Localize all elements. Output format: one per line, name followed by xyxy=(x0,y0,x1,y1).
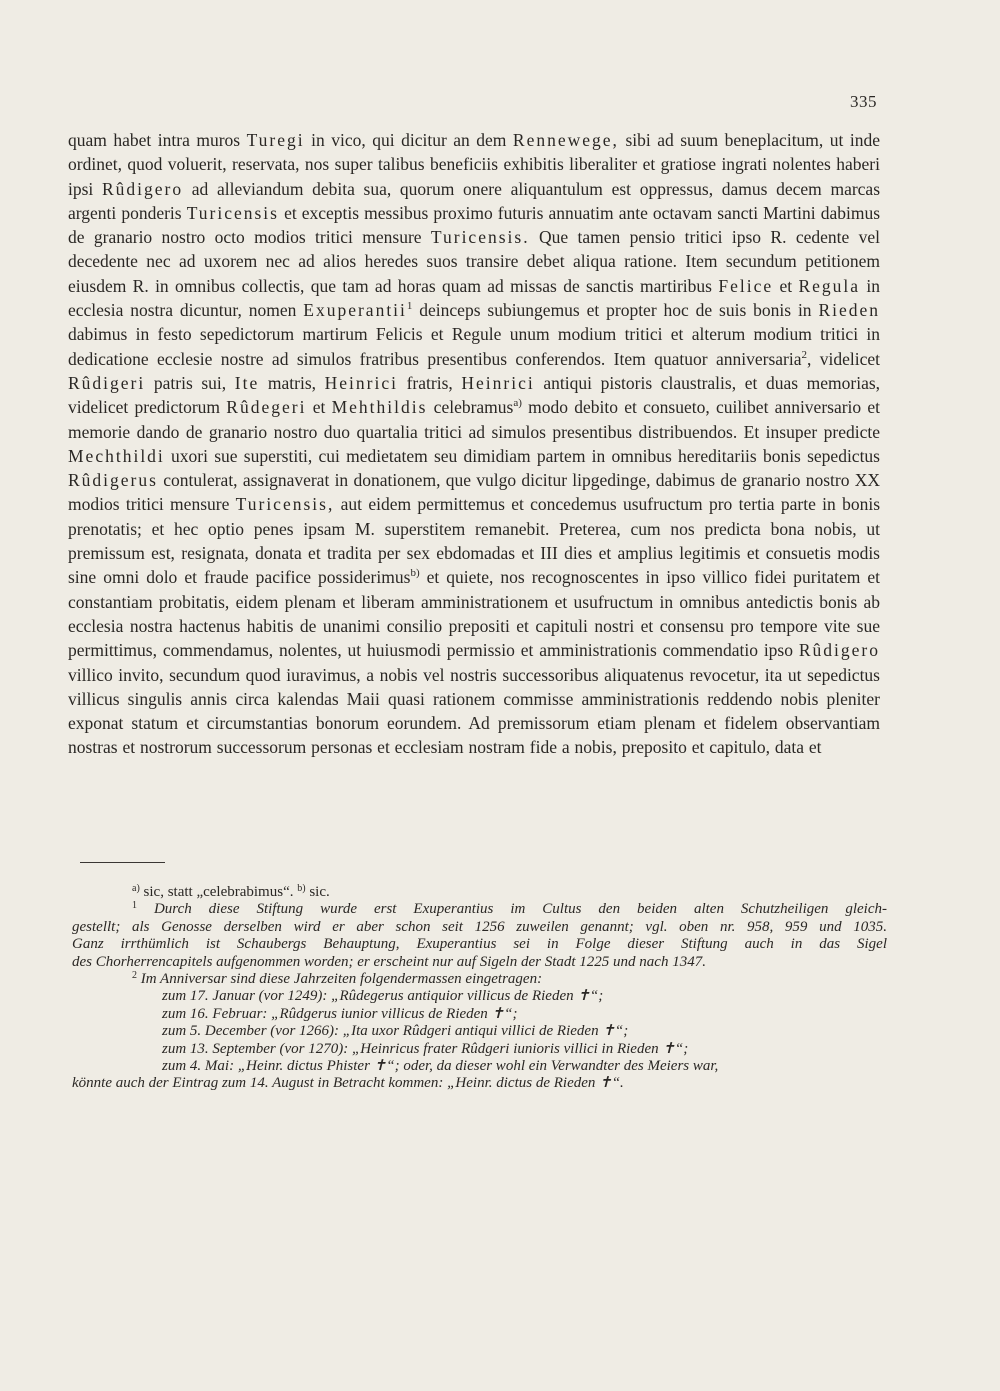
body-text: ad alleviandum debita sua, quorum onere aliquantulum est oppressus, damus decem marcas argenti ponderis xyxy=(68,178,881,223)
spaced-name: Rieden xyxy=(818,300,881,321)
spaced-name: Mehthildis xyxy=(331,397,428,418)
spaced-name: Heinrici xyxy=(324,372,398,393)
footnote-divider xyxy=(80,862,165,863)
apparatus-ref: a) xyxy=(513,397,522,410)
footnote-2-line: zum 5. December (vor 1266): „Ita uxor Rûdgeri antiqui villici de Rieden ✝“; xyxy=(162,1023,629,1040)
spaced-name: Ite xyxy=(234,372,260,393)
body-text: , videlicet xyxy=(806,348,880,369)
note-text: sic. xyxy=(309,884,330,900)
spaced-name: Turegi xyxy=(246,130,305,150)
body-text: quam habet intra muros xyxy=(68,130,241,150)
body-text: contulerat, assignaverat in donationem, que vulgo dicitur lipgedinge, dabimus de granario nostro XX modios tritici mensure xyxy=(68,470,880,515)
body-text: aut eidem permittemus et concedemus usufructum pro tertia parte in bonis prenotatis; et hec optio penes ipsam M. superstitem remanebit. Preterea, cum nos predicta bona nobis, ut premissum est, resignata, donata et tradita per sex ebdomadas et III dies et amplius legitimis et consuetis modis sine omni dolo et fraude pacifice possiderimus xyxy=(68,494,881,588)
footnote-1-line: gestellt; als Genosse derselben wird er aber schon seit 1256 zuweilen genannt; vgl. oben nr. 958, 959 und 1035. xyxy=(72,918,887,935)
body-text: in vico, qui dicitur an dem xyxy=(311,130,507,150)
body-text: et exceptis messibus proximo futuris annuatim ante octavam sancti Martini dabimus de granario nostro octo modios tritici mensure xyxy=(68,202,881,248)
spaced-name: Heinrici xyxy=(461,372,535,393)
body-text: deinceps subiungemus et propter hoc de suis bonis in xyxy=(419,300,812,321)
spaced-name: Felice xyxy=(718,275,774,296)
body-text: dabimus in festo sepedictorum martirum Felicis et Regule unum modium tritici et alterum modium tritici in dedicatione ecclesie nostre ad simulos fratribus presentibus conferendos. Item quatuor anniversaria xyxy=(68,324,880,369)
footnote-ref: 2 xyxy=(801,348,807,361)
footnote-1-line: Ganz irrthümlich ist Schaubergs Behauptung, Exuperantius sei in Folge dieser Stiftung auch in das Sigel xyxy=(72,936,887,953)
spaced-name: Mechthildi xyxy=(68,445,165,466)
body-text: patris sui, xyxy=(153,372,227,393)
spaced-name: Rûdigero xyxy=(101,178,184,199)
footnote-1-line xyxy=(72,901,887,918)
spaced-name: Rûdegeri xyxy=(226,397,307,418)
main-text xyxy=(68,128,880,760)
footnotes xyxy=(72,884,887,1093)
footnote-2-line: zum 4. Mai: „Heinr. dictus Phister ✝“; oder, da dieser wohl ein Verwandter des Meiers war, xyxy=(162,1058,719,1075)
apparatus-note xyxy=(72,884,887,901)
spaced-name: Turicensis. xyxy=(430,227,530,248)
footnote-2-line: könnte auch der Eintrag zum 14. August in Betracht kommen: „Heinr. dictus de Rieden ✝“. xyxy=(72,1075,624,1092)
body-text: et xyxy=(779,275,793,296)
body-text: Que tamen pensio tritici ipso R. cedente vel decedente nec ad uxorem nec ad alios heredes suos transire debet aliqua ratione. Item secundum petitionem eiusdem R. in omnibus collectis, que tam ad horas quam ad missas de sanctis martiribus xyxy=(68,227,880,296)
spaced-name: Turicensis, xyxy=(235,494,335,515)
body-text: villico invito, secundum quod iuravimus, a nobis vel nostris successoribus aliquatenus revocetur, ita ut sepedictus villicus singulis annis circa kalendas Maii quasi rationem commisse amministrationis reddendo nobis pleniter exponat statum et circumstantias bonorum eorundem. Ad premissorum etiam plenam et fidelem observantiam nostras et nostrorum successorum personas et ecclesiam nostram fide a nobis, preposito et capitulo, data et xyxy=(68,664,880,758)
footnote-mark: 2 xyxy=(132,970,137,981)
spaced-name: Exuperantii xyxy=(303,300,407,321)
body-text: fratris, xyxy=(406,372,453,393)
body-text: modo debito et consueto, cuilibet anniversario et memorie dando de granario nostro duo quartalia tritici ad simulos presentibus distribuendos. Et insuper predicte xyxy=(68,397,881,442)
spaced-name: Turicensis xyxy=(186,202,279,223)
footnote-1-line: des Chorherrencapitels aufgenommen worden; er erscheint nur auf Sigeln der Stadt 1225 und nach 1347. xyxy=(72,953,706,970)
body-text: et quiete, nos recognoscentes in ipso villico fidei puritatem et constantiam probitatis, eidem plenam et liberam amministrationem et usufructum in omnibus antedictis bonis ab ecclesia nostra hactenus habitis de unanimi consilio prepositi et capituli nostri et consensu pro tempore vite sue permittimus, commendamus, nolentes, ut huiusmodi permissio et amministrationis commendatio ipso xyxy=(68,567,880,661)
footnote-2-line: zum 16. Februar: „Rûdgerus iunior villicus de Rieden ✝“; xyxy=(162,1005,518,1022)
spaced-name: Rûdigero xyxy=(798,640,881,661)
spaced-name: Rûdigerus xyxy=(68,470,158,491)
footnote-2-line: zum 13. September (vor 1270): „Heinricus frater Rûdgeri iunioris villici in Rieden ✝“; xyxy=(162,1040,689,1057)
body-text: uxori sue superstiti, cui medietatem seu dimidiam partem in omnibus hereditariis bonis sepedictus xyxy=(171,445,880,466)
body-text: celebramus xyxy=(433,397,514,418)
note-text: Im Anniversar sind diese Jahrzeiten folgendermassen eingetragen: xyxy=(140,970,543,987)
note-text: Durch diese Stiftung wurde erst Exuperantius im Cultus den beiden alten Schutzheiligen gleich- xyxy=(153,901,887,918)
spaced-name: Rennewege, xyxy=(512,130,619,150)
footnote-ref: 1 xyxy=(406,300,413,313)
page-number: 335 xyxy=(850,92,877,111)
spaced-name: Rûdigeri xyxy=(68,372,146,393)
body-text: matris, xyxy=(267,372,317,393)
footnote-mark: 1 xyxy=(132,901,137,912)
spaced-name: Regula xyxy=(798,275,861,296)
body-text: et xyxy=(312,397,326,418)
body-text: in ecclesia nostra dicuntur, nomen xyxy=(68,275,881,321)
body-text: antiqui pistoris claustralis, et duas memorias, videlicet predictorum xyxy=(68,372,881,418)
note-text: sic, statt „celebrabimus“. xyxy=(143,884,294,900)
footnote-2-line xyxy=(72,971,887,988)
apparatus-mark: b) xyxy=(297,884,306,894)
footnote-2-line: zum 17. Januar (vor 1249): „Rûdegerus antiquior villicus de Rieden ✝“; xyxy=(162,988,604,1005)
body-text: sibi ad suum beneplacitum, ut inde ordinet, quod voluerit, reservata, nos super talibus beneficiis exhibitis liberaliter et gratiose ingrati nolentes haberi ipsi xyxy=(68,130,881,199)
apparatus-ref: b) xyxy=(410,567,420,580)
apparatus-mark: a) xyxy=(132,884,140,894)
